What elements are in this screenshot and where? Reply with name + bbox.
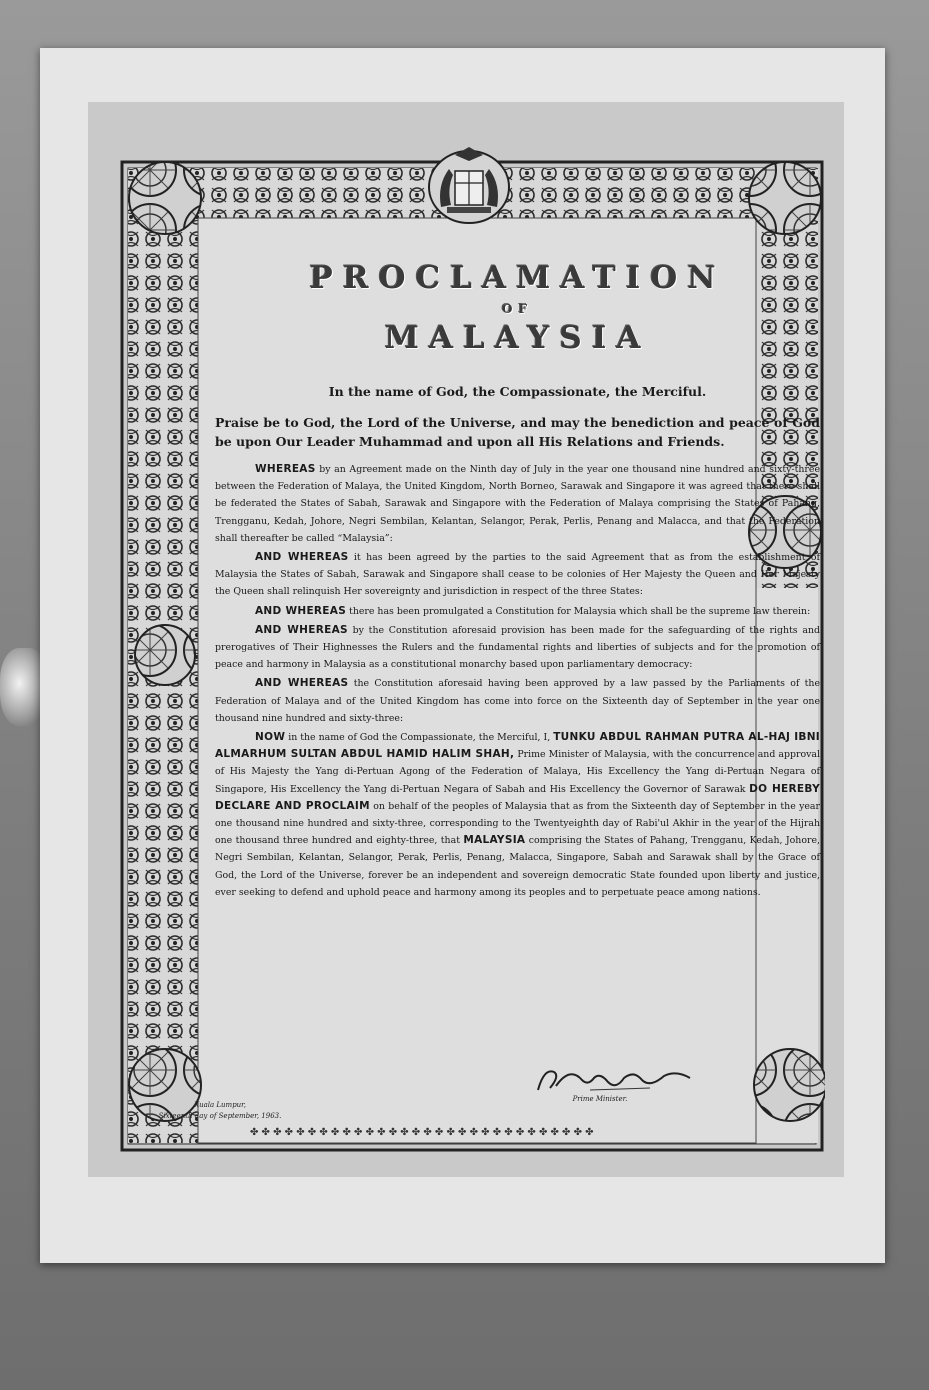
- praise-line: Praise be to God, the Lord of the Universe, and may the benediction and peace of God be upon Our Leader Muhammad and upon all His Relations and Friends.: [215, 415, 820, 449]
- now-text-3: on behalf of the peoples of Malaysia that as from the Sixteenth day of September in the year one thousand nine hundred and sixty-three, corresponding to the Twentyeighth day of Rabi'ul Akhir in the year of the Hijrah one thousand three hundred and eighty-three, that: [215, 800, 820, 847]
- whereas-lead: AND WHEREAS: [255, 677, 349, 690]
- whereas-paragraph: [215, 603, 820, 620]
- proclamation-frame: [120, 140, 825, 1155]
- declare-phrase: DO HEREBY DECLARE AND PROCLAIM: [215, 782, 820, 812]
- document-subtitle: MALAYSIA: [384, 320, 651, 356]
- whereas-text: there has been promulgated a Constitution for Malaysia which shall be the supreme law therein:: [346, 605, 811, 617]
- document-title: PROCLAMATION: [309, 260, 726, 296]
- whereas-lead: AND WHEREAS: [255, 551, 349, 564]
- place: Kuala Lumpur,: [194, 1101, 246, 1109]
- whereas-text: by an Agreement made on the Ninth day of July in the year one thousand nine hundred and sixty-three between the Federation of Malaya, the United Kingdom, North Borneo, Sarawak and Singapore it was agreed that there shall be federated the States of Sabah, Sarawak and Singapore with the Federation of Malaya comprising the States of Pahang, Trengganu, Kedah, Johore, Negri Sembilan, Kelantan, Selangor, Perak, Perlis, Penang and Malacca, and that the Federation shall thereafter be called “Malaysia”:: [215, 464, 820, 544]
- place-and-date: [130, 1100, 310, 1122]
- proclaimer-name: TUNKU ABDUL RAHMAN PUTRA AL-HAJ IBNI ALMARHUM SULTAN ABDUL HAMID HALIM SHAH,: [215, 731, 820, 761]
- whereas-text: the Constitution aforesaid having been approved by a law passed by the Parliaments of the Federation of Malaya and of the United Kingdom has come into force on the Sixteenth day of September in the year one thousand nine hundred and sixty-three:: [215, 678, 820, 724]
- malaysia-word: MALAYSIA: [463, 834, 526, 847]
- svg-text:✤ ✤ ✤ ✤ ✤ ✤ ✤ ✤ ✤ ✤ ✤ ✤ ✤ ✤ ✤: ✤ ✤ ✤ ✤ ✤ ✤ ✤ ✤ ✤ ✤ ✤ ✤ ✤ ✤ ✤ ✤ ✤ ✤ ✤ ✤ ✤ ✤ ✤ ✤ ✤ ✤ ✤ ✤ ✤ ✤: [250, 1127, 594, 1138]
- whereas-paragraph: [215, 622, 820, 674]
- title-of: OF: [502, 302, 533, 316]
- proclamation-paragraph: [215, 729, 820, 901]
- now-lead: NOW: [255, 731, 286, 744]
- whereas-lead: AND WHEREAS: [255, 623, 348, 636]
- now-text-1: in the name of God the Compassionate, the Merciful, I,: [285, 732, 554, 744]
- coat-of-arms-icon: [425, 145, 513, 225]
- whereas-lead: AND WHEREAS: [255, 604, 347, 617]
- invocation: In the name of God, the Compassionate, the Merciful.: [328, 384, 707, 399]
- signature: [530, 1060, 710, 1100]
- whereas-paragraph: [215, 549, 820, 601]
- whereas-paragraph: [215, 675, 820, 727]
- whereas-lead: WHEREAS: [255, 463, 316, 475]
- now-text-4: comprising the States of Pahang, Trengganu, Kedah, Johore, Negri Sembilan, Kelantan, Selangor, Perak, Perlis, Penang, Malacca, Singapore, Sabah and Sarawak shall by the Grace of God, the Lord of the Universe, forever be an independent and sovereign democratic State founded upon liberty and justice, ever seeking to defend and uphold peace and harmony among its peoples and to perpetuate peace among nations.: [215, 835, 820, 898]
- whereas-paragraph: [215, 461, 820, 547]
- now-text-2: Prime Minister of Malaysia, with the concurrence and approval of His Majesty the Yang di-Pertuan Agong of the Federation of Malaya, His Excellency the Yang di-Pertuan Negara of Singapore, His Excellency the Yang di-Pertuan Negara of Sabah and His Excellency the Governor of Sarawak: [215, 749, 820, 795]
- date: Sixteenth day of September, 1963.: [158, 1112, 282, 1120]
- whereas-text: it has been agreed by the parties to the said Agreement that as from the establishment of Malaysia the States of Sabah, Sarawak and Singapore shall cease to be colonies of Her Majesty the Queen and Her Majesty the Queen shall relinquish Her sovereignty and jurisdiction in respect of the three States:: [215, 552, 820, 598]
- whereas-text: by the Constitution aforesaid provision has been made for the safeguarding of the rights and prerogatives of Their Highnesses the Rulers and the fundamental rights and liberties of subjects and for the promotion of peace and harmony in Malaysia as a constitutional monarchy based upon parliamentary democracy:: [215, 624, 820, 671]
- signer-title: Prime Minister.: [572, 1095, 628, 1103]
- proclamation-body: [215, 260, 820, 903]
